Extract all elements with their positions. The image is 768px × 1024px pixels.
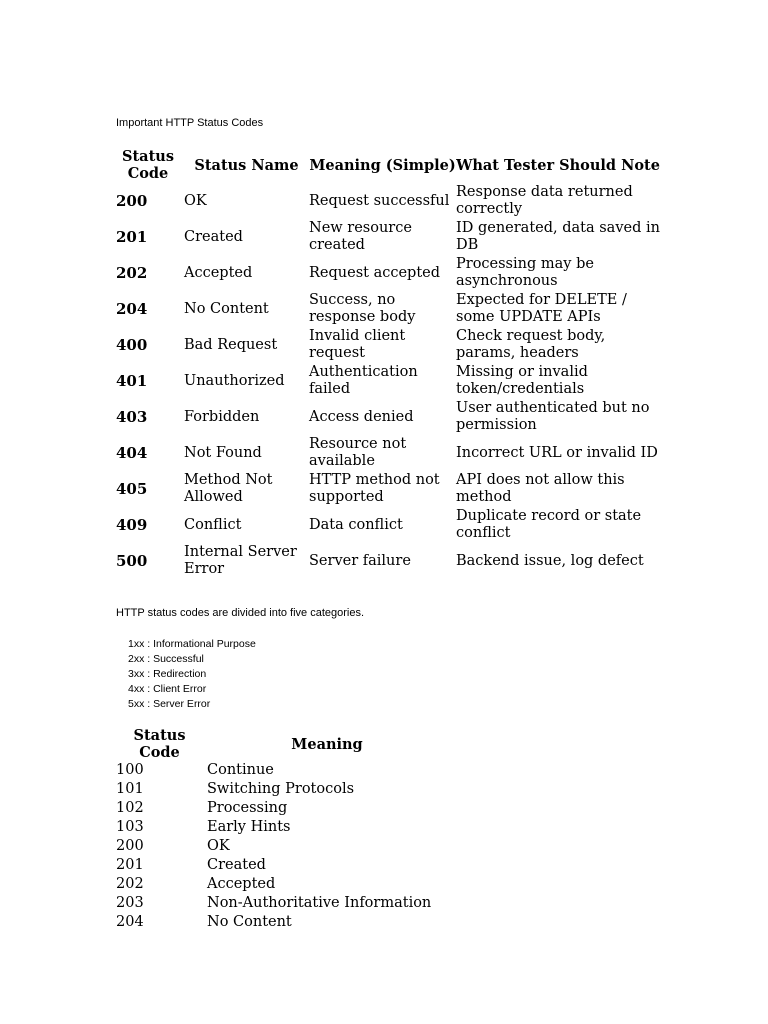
table-row bbox=[112, 543, 660, 579]
status-name-cell: Forbidden bbox=[184, 408, 260, 425]
status-code-cell: 204 bbox=[116, 299, 148, 318]
header-status-code: Status Code bbox=[122, 148, 174, 182]
tester-note-cell: Processing may be asynchronous bbox=[456, 256, 594, 289]
table-row bbox=[112, 471, 660, 507]
list-item: 4xx : Client Error bbox=[128, 683, 207, 695]
table-row bbox=[112, 507, 660, 543]
meaning-cell: OK bbox=[207, 838, 230, 854]
status-code-cell: 200 bbox=[116, 838, 144, 854]
status-code-cell: 100 bbox=[116, 762, 144, 778]
meaning-cell: Server failure bbox=[309, 552, 411, 569]
status-code-cell: 201 bbox=[116, 227, 148, 246]
status-code-cell: 409 bbox=[116, 515, 148, 534]
meaning-cell: Early Hints bbox=[207, 819, 291, 835]
meaning-cell: Success, no response body bbox=[309, 292, 416, 325]
table-row bbox=[112, 856, 492, 875]
table-row bbox=[112, 894, 492, 913]
list-item: 2xx : Successful bbox=[128, 653, 204, 665]
header-meaning: Meaning bbox=[291, 735, 363, 753]
tester-note-cell: Check request body, params, headers bbox=[456, 328, 606, 361]
status-code-cell: 401 bbox=[116, 371, 148, 390]
status-name-cell: No Content bbox=[184, 300, 269, 317]
status-code-cell: 404 bbox=[116, 443, 148, 462]
meaning-cell: Invalid client request bbox=[309, 328, 406, 361]
status-name-cell: Created bbox=[184, 228, 243, 245]
table-header bbox=[112, 147, 660, 183]
status-meaning-table bbox=[112, 727, 492, 932]
header-meaning: Meaning (Simple) bbox=[309, 156, 456, 174]
meaning-cell: Processing bbox=[207, 800, 288, 816]
status-code-cell: 202 bbox=[116, 263, 148, 282]
table-row bbox=[112, 818, 492, 837]
meaning-cell: Non-Authoritative Information bbox=[207, 895, 432, 911]
table-row bbox=[112, 255, 660, 291]
meaning-cell: Authentication failed bbox=[309, 364, 418, 397]
meaning-cell: HTTP method not supported bbox=[309, 472, 440, 505]
meaning-cell: Resource not available bbox=[309, 436, 407, 469]
status-name-cell: Method Not Allowed bbox=[184, 472, 273, 505]
status-name-cell: Accepted bbox=[184, 264, 253, 281]
list-item: 1xx : Informational Purpose bbox=[128, 638, 256, 650]
meaning-cell: Created bbox=[207, 857, 266, 873]
status-code-cell: 102 bbox=[116, 800, 144, 816]
status-code-cell: 403 bbox=[116, 407, 148, 426]
table-row bbox=[112, 913, 492, 932]
meaning-cell: Continue bbox=[207, 762, 274, 778]
tester-note-cell: Expected for DELETE / some UPDATE APIs bbox=[456, 292, 627, 325]
table-row bbox=[112, 399, 660, 435]
meaning-cell: Request accepted bbox=[309, 264, 441, 281]
status-code-cell: 500 bbox=[116, 551, 148, 570]
list-item: 5xx : Server Error bbox=[128, 698, 211, 710]
table-row bbox=[112, 837, 492, 856]
tester-note-cell: Backend issue, log defect bbox=[456, 552, 644, 569]
table-row bbox=[112, 363, 660, 399]
header-status-name: Status Name bbox=[194, 156, 299, 174]
category-list bbox=[128, 637, 256, 712]
table-row bbox=[112, 761, 492, 780]
table-row bbox=[112, 183, 660, 219]
status-code-cell: 101 bbox=[116, 781, 144, 797]
table-body bbox=[112, 761, 492, 932]
status-name-cell: OK bbox=[184, 192, 207, 209]
tester-note-cell: Incorrect URL or invalid ID bbox=[456, 444, 658, 461]
status-name-cell: Conflict bbox=[184, 516, 242, 533]
document-title: Important HTTP Status Codes bbox=[116, 117, 264, 129]
status-code-cell: 405 bbox=[116, 479, 148, 498]
tester-note-cell: Missing or invalid token/credentials bbox=[456, 364, 588, 397]
header-tester-note: What Tester Should Note bbox=[456, 156, 660, 174]
meaning-cell: No Content bbox=[207, 914, 292, 930]
tester-note-cell: Response data returned correctly bbox=[456, 184, 633, 217]
list-item: 3xx : Redirection bbox=[128, 668, 207, 680]
table-header bbox=[112, 727, 492, 761]
meaning-cell: Request successful bbox=[309, 192, 450, 209]
status-code-cell: 400 bbox=[116, 335, 148, 354]
tester-note-cell: ID generated, data saved in DB bbox=[456, 220, 660, 253]
status-codes-table bbox=[112, 147, 660, 579]
status-code-cell: 201 bbox=[116, 857, 144, 873]
meaning-cell: Accepted bbox=[207, 876, 276, 892]
table-row bbox=[112, 780, 492, 799]
table-row bbox=[112, 799, 492, 818]
meaning-cell: Access denied bbox=[309, 408, 414, 425]
status-code-cell: 200 bbox=[116, 191, 148, 210]
table-row bbox=[112, 219, 660, 255]
tester-note-cell: User authenticated but no permission bbox=[456, 400, 650, 433]
status-name-cell: Internal Server Error bbox=[184, 544, 297, 577]
table-row bbox=[112, 291, 660, 327]
table-body bbox=[112, 183, 660, 579]
status-code-cell: 204 bbox=[116, 914, 144, 930]
status-name-cell: Bad Request bbox=[184, 336, 278, 353]
meaning-cell: Data conflict bbox=[309, 516, 403, 533]
table-row bbox=[112, 327, 660, 363]
status-code-cell: 103 bbox=[116, 819, 144, 835]
status-name-cell: Unauthorized bbox=[184, 372, 285, 389]
table-row bbox=[112, 435, 660, 471]
tester-note-cell: Duplicate record or state conflict bbox=[456, 508, 642, 541]
table-row bbox=[112, 875, 492, 894]
status-code-cell: 202 bbox=[116, 876, 144, 892]
header-status-code: Status Code bbox=[133, 727, 186, 761]
status-name-cell: Not Found bbox=[184, 444, 262, 461]
status-code-cell: 203 bbox=[116, 895, 144, 911]
tester-note-cell: API does not allow this method bbox=[456, 472, 625, 505]
categories-intro: HTTP status codes are divided into five categories. bbox=[116, 607, 365, 619]
meaning-cell: New resource created bbox=[309, 220, 412, 253]
meaning-cell: Switching Protocols bbox=[207, 781, 355, 797]
